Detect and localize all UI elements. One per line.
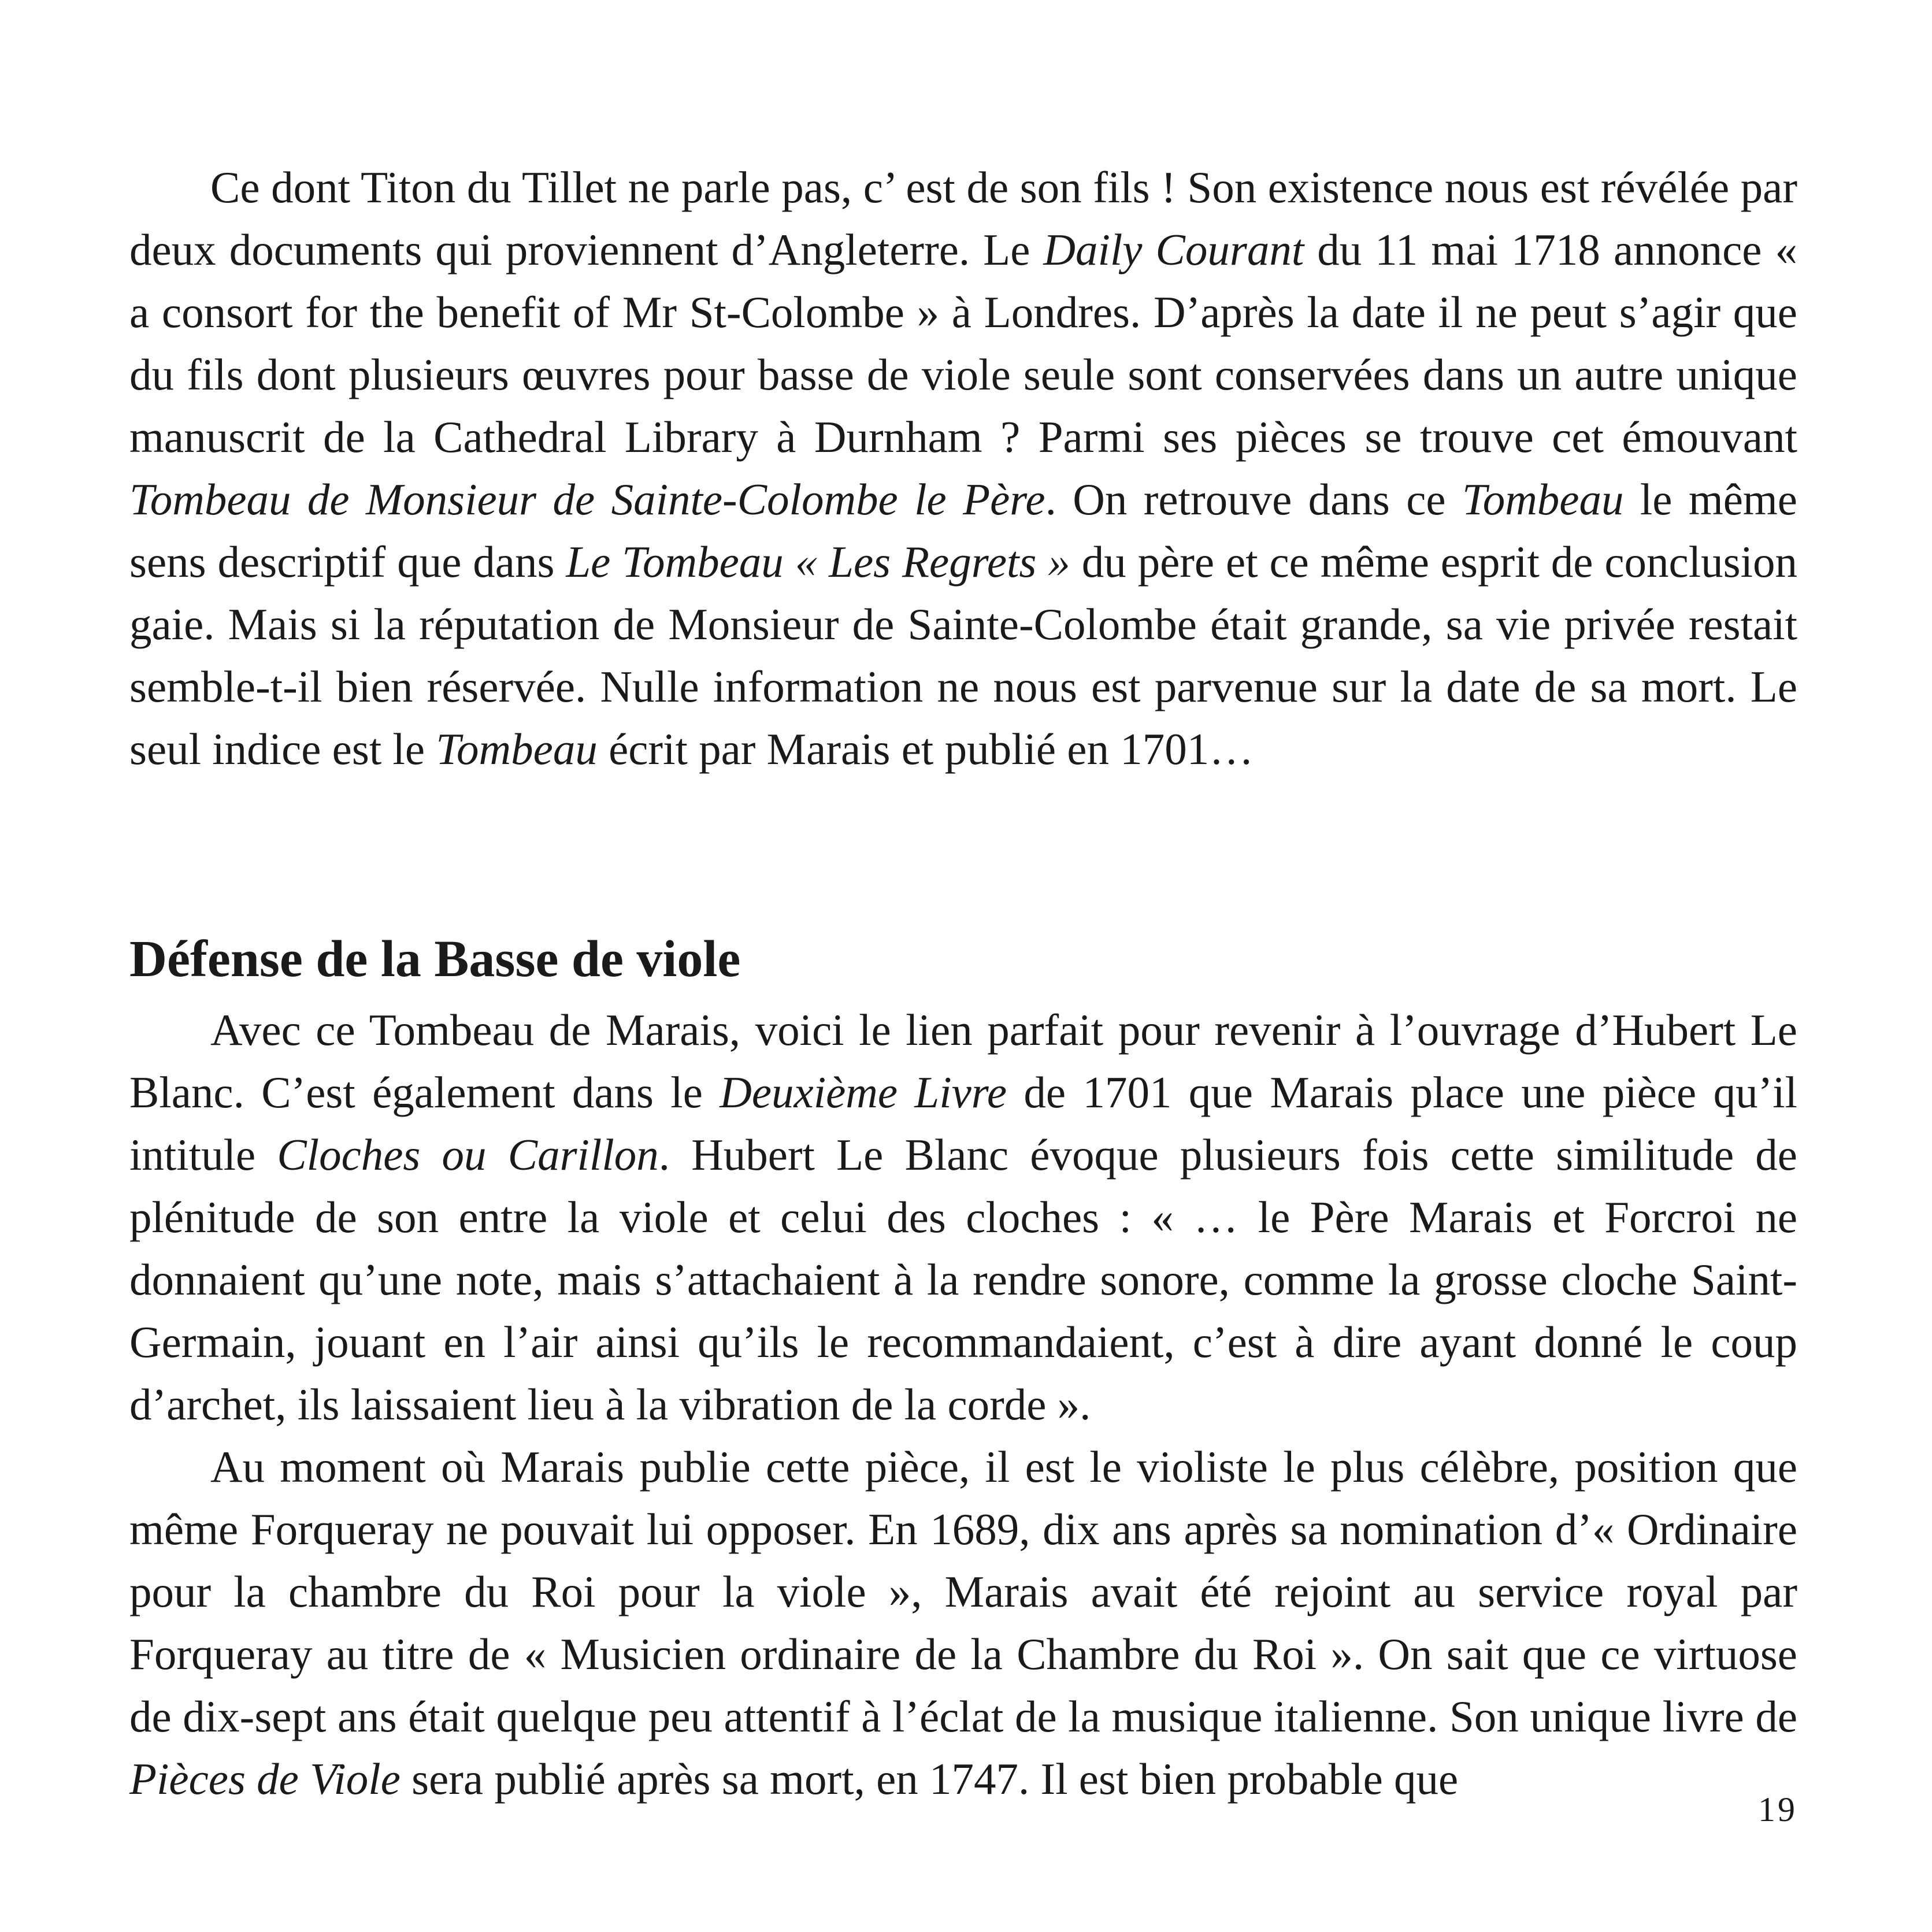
text-block-top <box>129 156 1797 780</box>
text-run: du 11 mai 1718 annonce « a consort for the benefit of Mr St-Colombe » à Londres. D’après la date il ne peut s’agir que du fils dont plusieurs œuvres pour basse de viole seule sont conservées dans un autre unique manuscrit de la Cathedral Library à Durnham ? Parmi ses pièces se trouve cet émouvant <box>129 225 1797 462</box>
text-run: le même sens descriptif que dans <box>129 474 1797 587</box>
text-run-italic: Le Tombeau « Les Regrets » <box>566 537 1070 587</box>
text-run: Au moment où Marais publie cette pièce, il est le violiste le plus célèbre, position que même Forqueray ne pouvait lui opposer. En 1689, dix ans après sa nomination d’« Ordinaire pour la chambre du Roi pour la viole », Marais avait été rejoint au service royal par Forqueray au titre de « Musicien ordinaire de la Chambre du Roi ». On sait que ce virtuose de dix-sept ans était quelque peu attentif à l’éclat de la musique italienne. Son unique livre de <box>129 1442 1797 1741</box>
text-run-italic: Tombeau de Monsieur de Sainte-Colombe le Père <box>129 474 1045 524</box>
text-block-section <box>129 925 1797 1810</box>
text-run-italic: Cloches ou Carillon <box>277 1130 659 1180</box>
section-heading: Défense de la Basse de viole <box>129 930 741 988</box>
text-run-italic: Daily Courant <box>1043 225 1304 275</box>
paragraph <box>129 156 1797 780</box>
paragraph <box>129 999 1797 1436</box>
text-run: du père et ce même esprit de conclusion gaie. Mais si la réputation de Monsieur de Sainte-Colombe était grande, sa vie privée restait semble-t-il bien réservée. Nulle information ne nous est parvenue sur la date de sa mort. Le seul indice est le <box>129 537 1797 774</box>
text-run: de 1701 que Marais place une pièce qu’il intitule <box>129 1067 1797 1180</box>
page-number: 19 <box>1758 1790 1797 1829</box>
text-run: sera publié après sa mort, en 1747. Il est bien probable que <box>400 1754 1459 1804</box>
text-run-italic: Tombeau <box>1462 474 1624 524</box>
text-run-italic: Pièces de Viole <box>129 1754 401 1804</box>
text-run: . On retrouve dans ce <box>1045 474 1462 524</box>
paragraph <box>129 1436 1797 1810</box>
text-run: Ce dont Titon du Tillet ne parle pas, c’ est de son fils ! Son existence nous est révélée par deux documents qui proviennent d’Angleterre. Le <box>129 162 1797 275</box>
text-run: . Hubert Le Blanc évoque plusieurs fois cette similitude de plénitude de son entre la viole et celui des cloches : « … le Père Marais et Forcroi ne donnaient qu’une note, mais s’attachaient à la rendre sonore, comme la grosse cloche Saint-Germain, jouant en l’air ainsi qu’ils le recommandaient, c’est à dire ayant donné le coup d’archet, ils laissaient lieu à la vibration de la corde ». <box>129 1130 1797 1429</box>
text-run-italic: Deuxième Livre <box>720 1067 1007 1117</box>
text-run: Avec ce Tombeau de Marais, voici le lien parfait pour revenir à l’ouvrage d’Hubert Le Blanc. C’est également dans le <box>129 1005 1797 1117</box>
text-run: écrit par Marais et publié en 1701… <box>597 724 1254 774</box>
text-run-italic: Tombeau <box>436 724 598 774</box>
